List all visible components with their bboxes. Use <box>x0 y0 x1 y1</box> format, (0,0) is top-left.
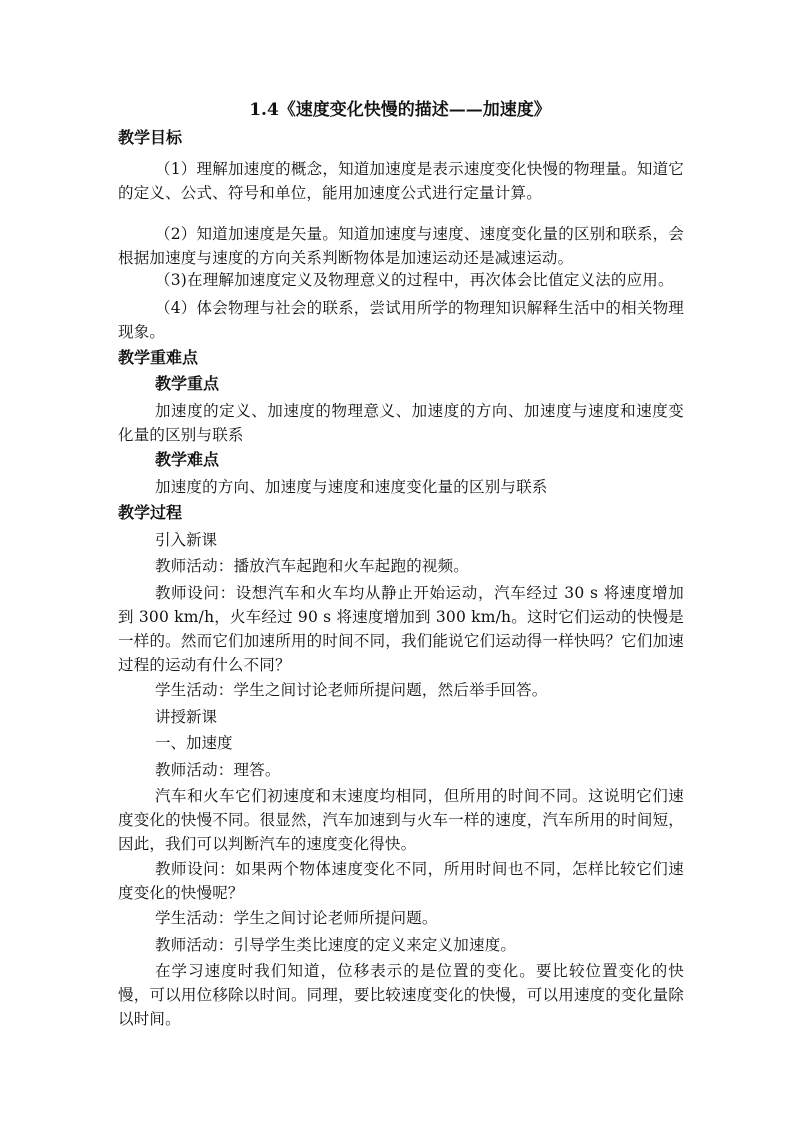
heading-key-difficult: 教学重难点 <box>118 348 199 367</box>
process-paragraph: 在学习速度时我们知道，位移表示的是位置的变化。要比较位置变化的快慢，可以用位移除以时间。同理，要比较速度变化的快慢，可以用速度的变化量除以时间。 <box>118 962 684 1028</box>
process-paragraph: 学生活动：学生之间讨论老师所提问题。 <box>155 909 438 927</box>
heading-key-point: 教学重点 <box>155 374 220 393</box>
process-new-lesson-label: 讲授新课 <box>155 708 218 726</box>
difficult-point-text: 加速度的方向、加速度与速度和速度变化量的区别与联系 <box>155 478 548 496</box>
process-paragraph: 教师设问：设想汽车和火车均从静止开始运动，汽车经过 30 s 将速度增加到 300 km/h，火车经过 90 s 将速度增加到 300 km/h。这时它们运动的快慢是一样的。然而它们加速所用的时间不同，我们能说它们运动得一样快吗？它们加速过程的运动有什么不同？ <box>118 584 684 674</box>
heading-goals: 教学目标 <box>118 128 183 147</box>
heading-difficult-point: 教学难点 <box>155 450 220 469</box>
goal-paragraph-4: （4）体会物理与社会的联系，尝试用所学的物理知识解释生活中的相关物理现象。 <box>118 299 684 341</box>
process-intro-label: 引入新课 <box>155 531 218 549</box>
process-paragraph: 汽车和火车它们初速度和末速度均相同，但所用的时间不同。这说明它们速度变化的快慢不同。很显然，汽车加速到与火车一样的速度，汽车所用的时间短，因此，我们可以判断汽车的速度变化得快。 <box>118 787 684 853</box>
heading-process: 教学过程 <box>118 503 183 522</box>
process-paragraph: 教师活动：理答。 <box>155 761 281 779</box>
key-point-text: 加速度的定义、加速度的物理意义、加速度的方向、加速度与速度和速度变化量的区别与联系 <box>118 402 684 444</box>
process-paragraph: 学生活动：学生之间讨论老师所提问题，然后举手回答。 <box>155 681 548 699</box>
process-section-acceleration: 一、加速度 <box>155 734 233 752</box>
process-paragraph: 教师设问：如果两个物体速度变化不同，所用时间也不同，怎样比较它们速度变化的快慢呢？ <box>118 860 684 902</box>
process-paragraph: 教师活动：播放汽车起跑和火车起跑的视频。 <box>155 557 470 575</box>
process-paragraph: 教师活动：引导学生类比速度的定义来定义加速度。 <box>155 936 517 954</box>
goal-paragraph-1: （1）理解加速度的概念，知道加速度是表示速度变化快慢的物理量。知道它的定义、公式、符号和单位，能用加速度公式进行定量计算。 <box>118 160 684 202</box>
document-title: 1.4《速度变化快慢的描述——加速度》 <box>249 100 551 120</box>
goal-paragraph-2: （2）知道加速度是矢量。知道加速度与速度、速度变化量的区别和联系，会根据加速度与速度的方向关系判断物体是加速运动还是减速运动。 <box>118 225 684 267</box>
goal-paragraph-3: （3)在理解加速度定义及物理意义的过程中，再次体会比值定义法的应用。 <box>155 271 674 289</box>
